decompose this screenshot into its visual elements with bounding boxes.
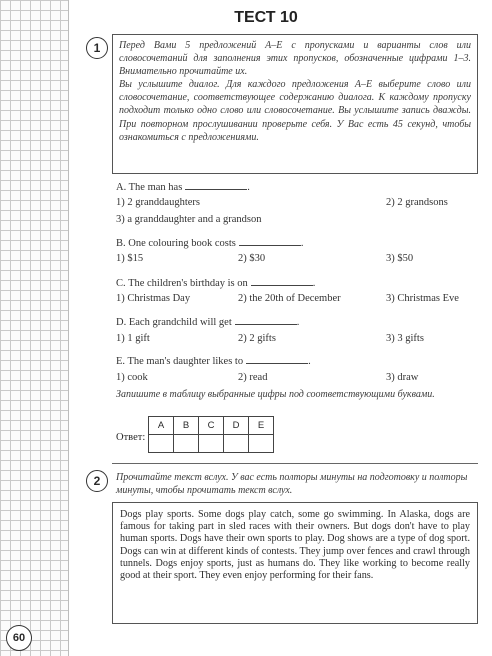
answer-table xyxy=(148,416,274,453)
answer-letter: B xyxy=(174,417,199,435)
answer-blank xyxy=(246,354,308,364)
reading-text: Dogs play sports. Some dogs play catch, some go swimming. In Alaska, dogs are famous for taking part in sled races with their owners. But dogs don't have to play human sports. Dogs have their own sports to play. Dog shows are a type of dog sport. Dogs can win at different kinds of contests. They jump over fences and crawl through tunnels. Dogs enjoy sports, just as humans do. They like working to become really good at their sport. They even enjoy performing for their fans. xyxy=(120,509,470,582)
page-number: 60 xyxy=(6,625,32,651)
instruction-paragraph: Перед Вами 5 предложений А–Е с пропусками и варианты слов или словосочетаний для заполнения этих пропусков, обозначенные цифрами 1–3. Внимательно прочитайте их. xyxy=(119,40,471,78)
task-1-number: 1 xyxy=(86,37,108,59)
question-c: C. The children's birthday is on . xyxy=(116,278,316,289)
option: 1) Christmas Day xyxy=(116,293,191,304)
option: 2) the 20th of December xyxy=(238,293,341,304)
answer-cell[interactable] xyxy=(224,435,249,453)
answer-blank xyxy=(251,276,313,286)
option: 1) 1 gift xyxy=(116,333,150,344)
option: 2) read xyxy=(238,372,268,383)
option: 2) $30 xyxy=(238,253,266,264)
option: 2) 2 gifts xyxy=(238,333,276,344)
answer-cell[interactable] xyxy=(249,435,274,453)
page-title: ТЕСТ 10 xyxy=(234,9,298,26)
option: 1) cook xyxy=(116,372,148,383)
grid-margin xyxy=(0,0,69,656)
instruction-paragraph: Вы услышите диалог. Для каждого предложения А–Е выберите слово или словосочетание, соответствующее содержанию диалога. К каждому пропуску подходит только одно слово или словосочетание. Вы услышите запись дважды. При повторном прослушивании проверьте себя. У Вас есть 45 секунд, чтобы ознакомиться с предложениями. xyxy=(119,79,471,143)
answer-blank xyxy=(185,180,247,190)
question-a: A. The man has . xyxy=(116,182,250,193)
option: 3) $50 xyxy=(386,253,414,264)
answer-blank xyxy=(235,315,297,325)
section-divider xyxy=(112,463,478,464)
option: 2) 2 grandsons xyxy=(386,197,448,208)
question-b: B. One colouring book costs . xyxy=(116,238,304,249)
reading-text-box xyxy=(112,502,478,624)
answer-letter: C xyxy=(199,417,224,435)
answer-blank xyxy=(239,236,301,246)
question-d: D. Each grandchild will get . xyxy=(116,317,300,328)
option: 1) $15 xyxy=(116,253,144,264)
answer-label: Ответ: xyxy=(116,432,146,443)
question-e: E. The man's daughter likes to . xyxy=(116,356,311,367)
option: 3) 3 gifts xyxy=(386,333,424,344)
option: 3) a granddaughter and a grandson xyxy=(116,214,262,225)
option: 3) draw xyxy=(386,372,419,383)
answer-letter: A xyxy=(149,417,174,435)
task-1-instruction-box xyxy=(112,34,478,174)
answer-cell[interactable] xyxy=(149,435,174,453)
option: 1) 2 granddaughters xyxy=(116,197,200,208)
option: 3) Christmas Eve xyxy=(386,293,459,304)
answer-letter: E xyxy=(249,417,274,435)
answer-note: Запишите в таблицу выбранные цифры под соответствующими буквами. xyxy=(116,389,435,400)
answer-cell[interactable] xyxy=(199,435,224,453)
answer-letter: D xyxy=(224,417,249,435)
answer-cell[interactable] xyxy=(174,435,199,453)
task-2-number: 2 xyxy=(86,470,108,492)
task-2-instruction: Прочитайте текст вслух. У вас есть полторы минуты на подготовку и полторы минуты, чтобы прочитать текст вслух. xyxy=(116,472,468,496)
